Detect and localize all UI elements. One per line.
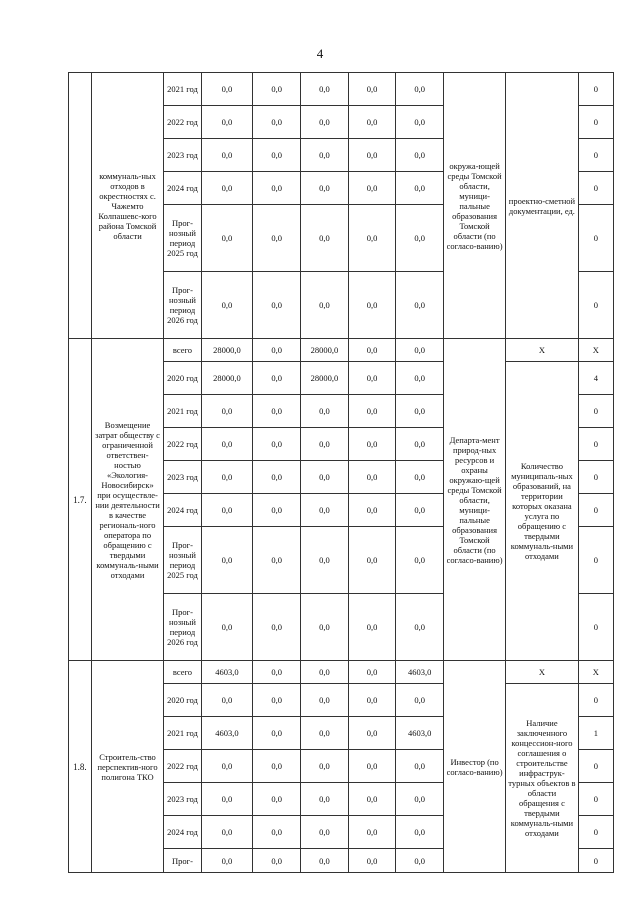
value-cell: 0,0 <box>301 494 349 527</box>
value-cell: 0,0 <box>253 205 301 272</box>
value-cell: 0,0 <box>396 106 444 139</box>
period-cell: Прог-нозный период 2026 год <box>164 594 201 661</box>
value-cell: 0,0 <box>253 339 301 362</box>
value-cell: 0,0 <box>348 395 396 428</box>
period-cell: 2024 год <box>164 494 201 527</box>
row-index-cell: 1.8. <box>69 661 92 873</box>
value-cell: 28000,0 <box>201 339 253 362</box>
period-cell: 2021 год <box>164 717 201 750</box>
value-cell: 0,0 <box>253 395 301 428</box>
value-cell: 0,0 <box>253 717 301 750</box>
value-cell: 0,0 <box>396 139 444 172</box>
measure-name: коммуналь-ных отходов в окрестностях с. Чажемто Колпашевс-кого района Томской области <box>91 73 164 339</box>
value-cell: 0,0 <box>348 750 396 783</box>
value-cell: 0,0 <box>301 73 349 106</box>
value-cell: 0,0 <box>396 172 444 205</box>
value-cell: 0,0 <box>396 750 444 783</box>
value-cell: 0,0 <box>301 594 349 661</box>
value-cell: 0,0 <box>396 395 444 428</box>
value-cell: 0,0 <box>301 428 349 461</box>
target-cell: X <box>578 339 613 362</box>
period-cell: Прог-нозный период 2026 год <box>164 272 201 339</box>
value-cell: 0,0 <box>253 272 301 339</box>
target-cell: 0 <box>578 172 613 205</box>
value-cell: 0,0 <box>201 594 253 661</box>
value-cell: 0,0 <box>201 172 253 205</box>
indicator-cell: Количество муниципаль-ных образований, на территории которых оказана услуга по обращению с твердыми коммуналь-ными отходами <box>506 362 579 661</box>
value-cell: 0,0 <box>348 494 396 527</box>
value-cell: 0,0 <box>201 139 253 172</box>
value-cell: 0,0 <box>301 684 349 717</box>
period-cell: 2023 год <box>164 783 201 816</box>
value-cell: 0,0 <box>348 205 396 272</box>
value-cell: 4603,0 <box>201 717 253 750</box>
target-cell: 1 <box>578 717 613 750</box>
value-cell: 0,0 <box>253 661 301 684</box>
value-cell: 0,0 <box>396 362 444 395</box>
value-cell: 0,0 <box>301 783 349 816</box>
value-cell: 0,0 <box>396 205 444 272</box>
value-cell: 0,0 <box>396 73 444 106</box>
value-cell: 0,0 <box>201 395 253 428</box>
target-cell: 0 <box>578 816 613 849</box>
value-cell: 0,0 <box>253 172 301 205</box>
target-cell: 0 <box>578 428 613 461</box>
value-cell: 0,0 <box>348 849 396 873</box>
value-cell: 0,0 <box>301 172 349 205</box>
table-row <box>69 73 614 106</box>
value-cell: 0,0 <box>396 594 444 661</box>
value-cell: 0,0 <box>301 461 349 494</box>
value-cell: 0,0 <box>201 205 253 272</box>
executor-cell: Инвестор (по согласо-ванию) <box>444 661 506 873</box>
value-cell: 0,0 <box>301 816 349 849</box>
value-cell: 0,0 <box>301 395 349 428</box>
program-table <box>68 72 614 873</box>
row-index-cell: 1.7. <box>69 339 92 661</box>
value-cell: 0,0 <box>201 73 253 106</box>
value-cell: 0,0 <box>253 684 301 717</box>
value-cell: 0,0 <box>301 750 349 783</box>
value-cell: 28000,0 <box>301 362 349 395</box>
value-cell: 0,0 <box>253 527 301 594</box>
value-cell: 0,0 <box>348 527 396 594</box>
value-cell: 0,0 <box>201 272 253 339</box>
value-cell: 0,0 <box>301 527 349 594</box>
target-cell: 0 <box>578 684 613 717</box>
period-cell: 2024 год <box>164 172 201 205</box>
period-cell: всего <box>164 339 201 362</box>
target-cell: 0 <box>578 106 613 139</box>
measure-name: Возмещение затрат обществу с ограниченной ответствен-ностью «Экология-Новосибирск» при осуществле-нии деятельности в качестве региональ-ного оператора по обращению с твердыми коммуналь-ными отходами <box>91 339 164 661</box>
value-cell: 0,0 <box>201 816 253 849</box>
value-cell: 0,0 <box>253 750 301 783</box>
row-index-cell <box>69 73 92 339</box>
value-cell: 0,0 <box>348 139 396 172</box>
value-cell: 0,0 <box>301 717 349 750</box>
value-cell: 0,0 <box>253 139 301 172</box>
page-number: 4 <box>316 46 324 61</box>
value-cell: 0,0 <box>253 494 301 527</box>
value-cell: 0,0 <box>253 461 301 494</box>
period-cell: 2022 год <box>164 750 201 783</box>
measure-name: Строитель-ство перспектив-ного полигона ТКО <box>91 661 164 873</box>
executor-cell: Департа-мент природ-ных ресурсов и охраны окружаю-щей среды Томской области, муници-пальные образования Томской области (по согласо-ванию) <box>444 339 506 661</box>
value-cell: 0,0 <box>396 339 444 362</box>
target-cell: 0 <box>578 849 613 873</box>
target-cell: 0 <box>578 461 613 494</box>
value-cell: 0,0 <box>301 661 349 684</box>
value-cell: 0,0 <box>348 461 396 494</box>
period-cell: 2022 год <box>164 106 201 139</box>
value-cell: 0,0 <box>396 272 444 339</box>
value-cell: 0,0 <box>201 527 253 594</box>
value-cell: 0,0 <box>396 428 444 461</box>
value-cell: 0,0 <box>253 783 301 816</box>
value-cell: 0,0 <box>201 783 253 816</box>
target-cell: 0 <box>578 205 613 272</box>
period-cell: Прог-нозный период 2025 год <box>164 527 201 594</box>
value-cell: 0,0 <box>201 849 253 873</box>
value-cell: 4603,0 <box>201 661 253 684</box>
period-cell: 2024 год <box>164 816 201 849</box>
period-cell: 2020 год <box>164 684 201 717</box>
period-cell: 2021 год <box>164 395 201 428</box>
value-cell: 0,0 <box>396 527 444 594</box>
target-cell: 0 <box>578 494 613 527</box>
value-cell: 0,0 <box>253 849 301 873</box>
value-cell: 0,0 <box>348 272 396 339</box>
indicator-total-cell: X <box>506 661 579 684</box>
value-cell: 0,0 <box>201 684 253 717</box>
value-cell: 0,0 <box>396 816 444 849</box>
value-cell: 0,0 <box>348 339 396 362</box>
indicator-cell: Наличие заключенного концессион-ного соглашения о строительстве инфраструк-турных объектов в области обращения с твердыми коммуналь-ными отходами <box>506 684 579 873</box>
target-cell: 0 <box>578 594 613 661</box>
value-cell: 0,0 <box>201 106 253 139</box>
value-cell: 0,0 <box>396 783 444 816</box>
value-cell: 0,0 <box>253 73 301 106</box>
target-cell: 4 <box>578 362 613 395</box>
value-cell: 0,0 <box>348 661 396 684</box>
value-cell: 0,0 <box>201 461 253 494</box>
target-cell: 0 <box>578 527 613 594</box>
period-cell: 2023 год <box>164 461 201 494</box>
target-cell: 0 <box>578 139 613 172</box>
value-cell: 0,0 <box>348 684 396 717</box>
period-cell: 2023 год <box>164 139 201 172</box>
period-cell: всего <box>164 661 201 684</box>
value-cell: 0,0 <box>253 428 301 461</box>
value-cell: 28000,0 <box>201 362 253 395</box>
period-cell: Прог- <box>164 849 201 873</box>
indicator-total-cell: X <box>506 339 579 362</box>
period-cell: 2022 год <box>164 428 201 461</box>
value-cell: 0,0 <box>348 783 396 816</box>
value-cell: 0,0 <box>348 106 396 139</box>
value-cell: 0,0 <box>253 816 301 849</box>
value-cell: 4603,0 <box>396 661 444 684</box>
value-cell: 0,0 <box>396 494 444 527</box>
value-cell: 0,0 <box>348 73 396 106</box>
value-cell: 0,0 <box>348 362 396 395</box>
value-cell: 0,0 <box>201 428 253 461</box>
period-cell: Прог-нозный период 2025 год <box>164 205 201 272</box>
period-cell: 2021 год <box>164 73 201 106</box>
indicator-cell: проектно-сметной документации, ед. <box>506 73 579 339</box>
target-cell: X <box>578 661 613 684</box>
target-cell: 0 <box>578 73 613 106</box>
value-cell: 0,0 <box>201 494 253 527</box>
target-cell: 0 <box>578 395 613 428</box>
value-cell: 0,0 <box>396 461 444 494</box>
executor-cell: окружа-ющей среды Томской области, муници-пальные образования Томской области (по согласо-ванию) <box>444 73 506 339</box>
value-cell: 0,0 <box>301 205 349 272</box>
value-cell: 0,0 <box>301 139 349 172</box>
value-cell: 0,0 <box>348 816 396 849</box>
value-cell: 0,0 <box>396 849 444 873</box>
value-cell: 4603,0 <box>396 717 444 750</box>
table-row <box>69 339 614 362</box>
value-cell: 0,0 <box>301 272 349 339</box>
value-cell: 0,0 <box>201 750 253 783</box>
value-cell: 0,0 <box>253 106 301 139</box>
table-row <box>69 661 614 684</box>
value-cell: 0,0 <box>253 594 301 661</box>
value-cell: 0,0 <box>253 362 301 395</box>
target-cell: 0 <box>578 750 613 783</box>
value-cell: 28000,0 <box>301 339 349 362</box>
period-cell: 2020 год <box>164 362 201 395</box>
value-cell: 0,0 <box>348 428 396 461</box>
value-cell: 0,0 <box>348 717 396 750</box>
value-cell: 0,0 <box>396 684 444 717</box>
value-cell: 0,0 <box>348 172 396 205</box>
target-cell: 0 <box>578 272 613 339</box>
value-cell: 0,0 <box>301 849 349 873</box>
value-cell: 0,0 <box>348 594 396 661</box>
value-cell: 0,0 <box>301 106 349 139</box>
target-cell: 0 <box>578 783 613 816</box>
